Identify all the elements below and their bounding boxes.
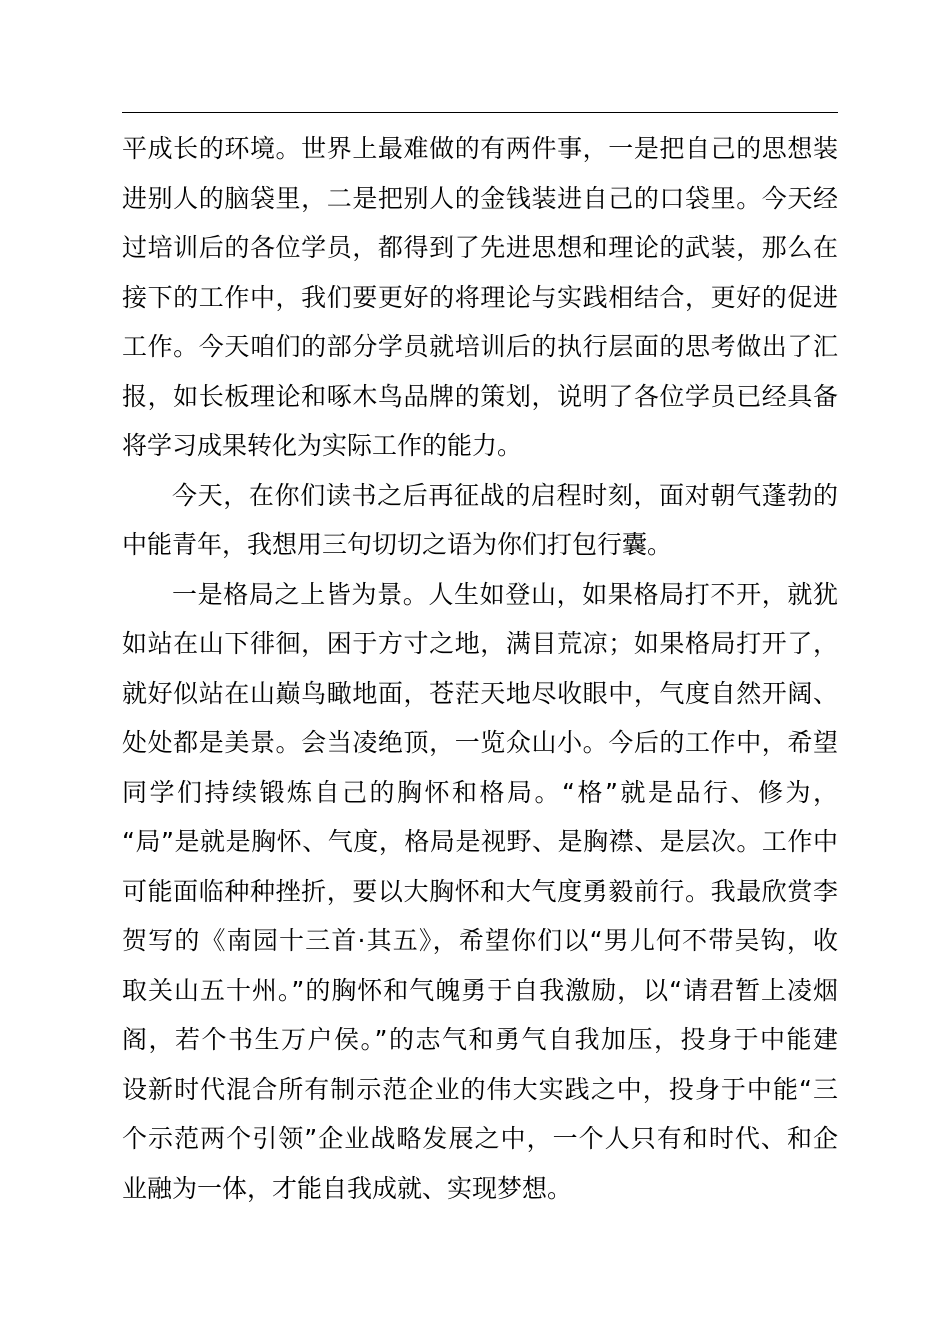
text-line: 中能青年，我想用三句切切之语为你们打包行囊。 — [122, 530, 673, 559]
text-line: 同学们持续锻炼自己的胸怀和格局。“格”就是品行、修为， — [122, 777, 838, 807]
text-line: 今天，在你们读书之后再征战的启程时刻，面对朝气蓬勃的 — [172, 480, 838, 510]
text-line: 接下的工作中，我们要更好的将理论与实践相结合，更好的促进 — [122, 282, 838, 312]
paragraph-2 — [122, 471, 838, 570]
text-line: 将学习成果转化为实际工作的能力。 — [122, 431, 523, 460]
paragraph-3 — [122, 570, 838, 1214]
paragraph-1 — [122, 124, 838, 471]
text-line: 个示范两个引领”企业战略发展之中，一个人只有和时代、和企 — [122, 1124, 838, 1153]
text-line: 取关山五十州。”的胸怀和气魄勇于自我激励，以“请君暂上凌烟 — [122, 975, 838, 1005]
text-line: 处处都是美景。会当凌绝顶，一览众山小。今后的工作中，希望 — [122, 728, 838, 757]
text-line: 工作。今天咱们的部分学员就培训后的执行层面的思考做出了汇 — [122, 332, 838, 361]
text-line: 设新时代混合所有制示范企业的伟大实践之中，投身于中能“三 — [122, 1074, 838, 1104]
text-line: 就好似站在山巅鸟瞰地面，苍茫天地尽收眼中，气度自然开阔、 — [122, 678, 838, 708]
header-rule — [122, 112, 838, 113]
text-line: 贺写的《南园十三首·其五》，希望你们以“男儿何不带吴钩，收 — [122, 926, 838, 955]
text-line: 一是格局之上皆为景。人生如登山，如果格局打不开，就犹 — [172, 579, 838, 609]
text-line: 平成长的环境。世界上最难做的有两件事，一是把自己的思想装 — [122, 134, 838, 163]
text-line: 过培训后的各位学员，都得到了先进思想和理论的武装，那么在 — [122, 233, 838, 262]
text-line: 报，如长板理论和啄木鸟品牌的策划，说明了各位学员已经具备 — [122, 381, 838, 411]
text-line: 进别人的脑袋里，二是把别人的金钱装进自己的口袋里。今天经 — [122, 183, 838, 213]
text-line: 如站在山下徘徊，困于方寸之地，满目荒凉；如果格局打开了， — [122, 629, 838, 658]
text-line: 业融为一体，才能自我成就、实现梦想。 — [122, 1173, 573, 1203]
text-line: 阁，若个书生万户侯。”的志气和勇气自我加压，投身于中能建 — [122, 1025, 838, 1054]
text-line: 可能面临种种挫折，要以大胸怀和大气度勇毅前行。我最欣赏李 — [122, 876, 838, 906]
text-line: “局”是就是胸怀、气度，格局是视野、是胸襟、是层次。工作中 — [122, 827, 838, 856]
body-text — [122, 124, 838, 1213]
